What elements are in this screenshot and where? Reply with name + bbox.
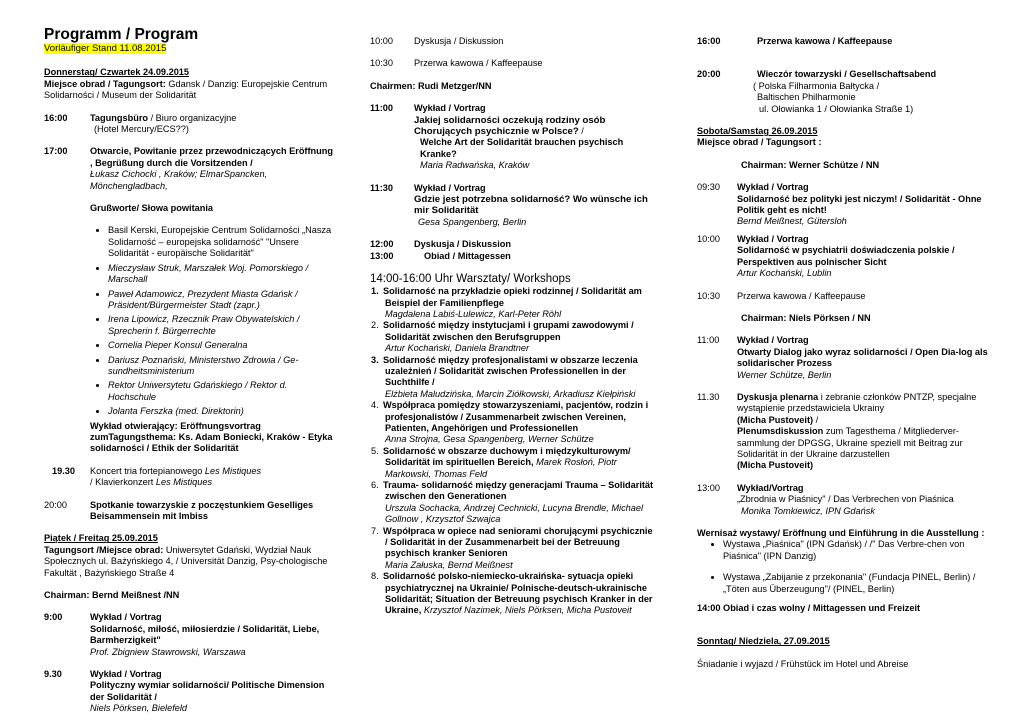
session-0930: 9.30 Wykład / Vortrag Polityczny wymiar solidarności/ Politische Dimension der Solidarität / Niels Pörksen, Bielefeld — [44, 669, 325, 714]
lunch-free-time: 14:00 Obiad i czas wolny / Mittagessen und Freizeit — [697, 603, 921, 614]
column-left — [44, 26, 334, 715]
session-sat-1300: 13:00 Wykład/Vortrag „Zbrodnia w Piaśnicy" / Das Verbrechen von Piaśnica Monika Tomkiewicz, IPN Gdańsk — [697, 482, 954, 516]
day2-heading: Piątek / Freitag 25.09.2015 — [44, 533, 158, 544]
session-fri-1600: 16:00 Przerwa kawowa / Kaffeepause — [697, 36, 893, 46]
session-fri-1130: 11:30 Wykład / Vortrag Gdzie jest potrzebna solidarność? Wo wünsche ich mir Solidarität Gesa Spangenberg, Berlin — [370, 182, 648, 227]
session-1600: 16:00 Tagungsbüro / Biuro organizacyjne (Hotel Mercury/ECS??) — [44, 112, 237, 135]
session-0900: 9:00 Wykład / Vortrag Solidarność, miłość, miłosierdzie / Solidarität, Liebe, Barmherzigkeit" Prof. Zbigniew Stawrowski, Warszawa — [44, 612, 320, 657]
day1-heading: Donnerstag/ Czwartek 24.09.2015 — [44, 67, 190, 78]
exhibition-heading: Wernisaż wystawy/ Eröffnung und Einführung in die Ausstellung : — [697, 528, 985, 538]
exhibition-list — [697, 539, 997, 595]
session-fri-1100: 11:00 Wykład / Vortrag Jakiej solidarności oczekują rodziny osób Chorujących psychicznie w Polsce? / Welche Art der Solidarität brauchen psychisch Kranke? Maria Radwańska, Kraków — [370, 103, 624, 171]
exhibition-item: • Wystawa „Piaśnica" (IPN Gdańsk) / /" Das Verbre-chen von Piaśnica" (IPN Danzig) — [723, 539, 997, 562]
session-1700: 17:00 Otwarcie, Powitanie przez przewodniczących Eröffnung , Begrüßung durch die Vorsitzenden / Łukasz Cichocki , Kraków; ElmarSpancken, Mönchengladbach, — [44, 146, 334, 191]
chairman-saturday-late: Chairman: Niels Pörksen / NN — [741, 312, 871, 323]
greeting-item: • Mieczysław Struk, Marszałek Woj. Pomorskiego / Marschall — [108, 263, 334, 286]
evening-venue-line3: ul. Ołowianka 1 / Ołowianka Straße 1) — [759, 103, 914, 114]
workshop-item: 5. Solidarność w obszarze duchowym i międzykulturowym/ Solidarität im spirituellen Bereich, Marek Rosłoń, Piotr Markowski, Thomas Feld — [371, 445, 631, 479]
column-right — [697, 36, 997, 670]
greeting-item: • Paweł Adamowicz, Prezydent Miasta Gdańsk / Präsident/Bürgermeister Stadt (zapr.) — [108, 289, 334, 312]
session-fri-1300: 13:00 Obiad / Mittagessen — [370, 250, 511, 261]
session-sat-1100: 11:00 Wykład / Vortrag Otwarty Dialog jako wyraz solidarności / Open Dia-log als solidarischer Prozess Werner Schütze, Berlin — [697, 335, 988, 380]
day1-venue: Miejsce obrad / Tagungsort: Gdansk / Danzig: Europejskie Centrum Solidarności / Museum der Solidarität — [44, 78, 328, 101]
session-fri-1000: 10:00 Dyskusja / Diskussion — [370, 36, 504, 46]
chairman-friday-late: Chairmen: Rudi Metzger/NN — [370, 80, 492, 91]
session-sat-1000: 10:00 Wykład / Vortrag Solidarność w psychiatrii doświadczenia polskie / Perspektiven aus polnischer Sicht Artur Kochański, Lublin — [697, 233, 955, 279]
workshop-item: 1. Solidarność na przykładzie opieki rodzinnej / Solidarität am Beispiel der Familienpflege Magdalena Labiś-Lulewicz, Karl-Peter Röhl — [371, 286, 642, 319]
greeting-item: • Jolanta Ferszka (med. Direktorin) — [108, 406, 334, 417]
exhibition-item: • Wystawa „Zabijanie z przekonania" (Fundacja PINEL, Berlin) / „Töten aus Überzeugung"/ (PINEL, Berlin) — [723, 572, 997, 595]
greeting-item: • Rektor Uniwersytetu Gdańskiego / Rektor d. Hochschule — [108, 380, 334, 403]
page-title: Programm / Program — [44, 26, 199, 43]
workshop-item: 2. Solidarność między instytucjami i grupami zawodowymi / Solidarität zwischen den Berufsgruppen Artur Kochański, Daniela Brandtner — [371, 320, 634, 354]
departure-line: Śniadanie i wyjazd / Frühstück im Hotel und Abreise — [697, 658, 909, 669]
session-2000: 20:00 Spotkanie towarzyskie z poczęstunkiem Geselliges Beisammensein mit Imbiss — [44, 499, 314, 521]
chairman-saturday-morning: Chairman: Werner Schütze / NN — [741, 159, 880, 170]
greeting-item: • Dariusz Poznański, Ministerstwo Zdrowia / Ge-sundheitsministerium — [108, 355, 334, 378]
greetings-heading: Grußworte/ Słowa powitania — [90, 203, 214, 214]
chairman-friday-morning: Chairman: Bernd Meißnest /NN — [44, 590, 180, 601]
greeting-item: • Irena Lipowicz, Rzecznik Praw Obywatelskich / Sprecherin f. Bürgerrechte — [108, 314, 334, 337]
workshop-item: 8. Solidarność polsko-niemiecko-ukraińska- sytuacja opieki psychiatrycznej na Ukrainie/ Polnische-deutsch-ukrainische Solidarität; Situation der Betreuung psychisch Kranker in der Ukraine, Krzysztof Nazimek, Niels Pörksen, Micha Pustoveit — [371, 571, 653, 616]
day3-heading: Sobota/Samstag 26.09.2015 — [697, 126, 818, 137]
column-middle — [370, 36, 655, 617]
day4-heading: Sonntag/ Niedziela, 27.09.2015 — [697, 636, 830, 647]
opening-lecture: Wykład otwierający: Eröffnungsvortrag zumTagungsthema: Ks. Adam Boniecki, Kraków - Etyka solidarności / Ethik der Solidarität — [90, 420, 333, 454]
workshops-list — [370, 286, 655, 617]
status-highlight: Vorläufiger Stand 11.08.2015 — [44, 43, 167, 54]
day2-venue: Tagungsort /Miejsce obrad: Uniwersytet Gdański, Wydział Nauk Społecznych ul. Bażyńskiego 4, / Universität Danzig, Psy-chologische Fakultät , Bażyńskiego Straße 4 — [44, 544, 328, 578]
session-sat-1030: 10:30 Przerwa kawowa / Kaffeepause — [697, 290, 866, 301]
greetings-list — [44, 225, 334, 417]
session-fri-2000: 20:00 Wieczór towarzyski / Gesellschaftsabend — [697, 69, 937, 80]
session-fri-1200: 12:00 Dyskusja / Diskussion — [370, 239, 512, 250]
workshop-item: 7. Współpraca w opiece nad seniorami chorującymi psychicznie / Solidarität in der Zusammenarbeit bei der Betreuung psychisch kranker Senioren Maria Załuska, Bernd Meißnest — [371, 525, 653, 570]
session-1930: 19.30 Koncert tria fortepianowego Les Mistiques / Klavierkonzert Les Mistiques — [52, 465, 262, 488]
evening-venue-line1: ( Polska Filharmonia Bałtycka / — [753, 80, 880, 91]
day3-venue: Miejsce obrad / Tagungsort : — [697, 137, 822, 148]
workshops-heading: 14:00-16:00 Uhr Warsztaty/ Workshops — [370, 273, 571, 286]
session-sat-1130: 11.30 Dyskusja plenarna i zebranie członków PNTZP, specjalne wystąpienie przedstawiciela Ukrainy (Micha Pustoveit) / Plenumsdiskussion zum Tagesthema / Mitgliederver-sammlung der DPGSG, Ukraine speziell mit Beitrag zur Solidarität in der Ukraine darzustellen (Micha Pustoveit) — [697, 391, 977, 471]
session-sat-0930: 09:30 Wykład / Vortrag Solidarność bez polityki jest niczym! / Solidarität - Ohne Politik geht es nicht! Bernd Meißnest, Gütersloh — [697, 182, 982, 227]
workshop-item: 3. Solidarność między profesjonalistami w obszarze leczenia uzależnień / Solidarität zwischen Professionellen in der Suchthilfe / Elżbieta Maludzińska, Marcin Ziółkowski, Arkadiusz Kiełpiński — [371, 354, 638, 399]
greeting-item: • Basil Kerski, Europejskie Centrum Solidarności „Nasza Solidarność – europejska solidarność" "Unsere Solidarität - europäische Solidarität" — [108, 225, 334, 259]
greeting-item: • Cornelia Pieper Konsul Generalna — [108, 340, 334, 351]
session-fri-1030: 10:30 Przerwa kawowa / Kaffeepause — [370, 58, 543, 69]
workshop-item: 6. Trauma- solidarność między generacjami Trauma – Solidarität zwischen den Generationen Urszula Sochacka, Andrzej Cechnicki, Lucyna Brendle, Michael Gollnow , Krzysztof Szwajca — [371, 480, 654, 525]
workshop-item: 4. Współpraca pomiędzy stowarzyszeniami, pacjentów, rodzin i profesjonalistów / Zusammenarbeit zwischen Vereinen, Patienten, Angehörigen und Professionellen Anna Strojna, Gesa Spangenberg, Werner Schütze — [371, 400, 649, 445]
evening-venue-line2: Baltischen Philharmonie — [757, 92, 856, 103]
